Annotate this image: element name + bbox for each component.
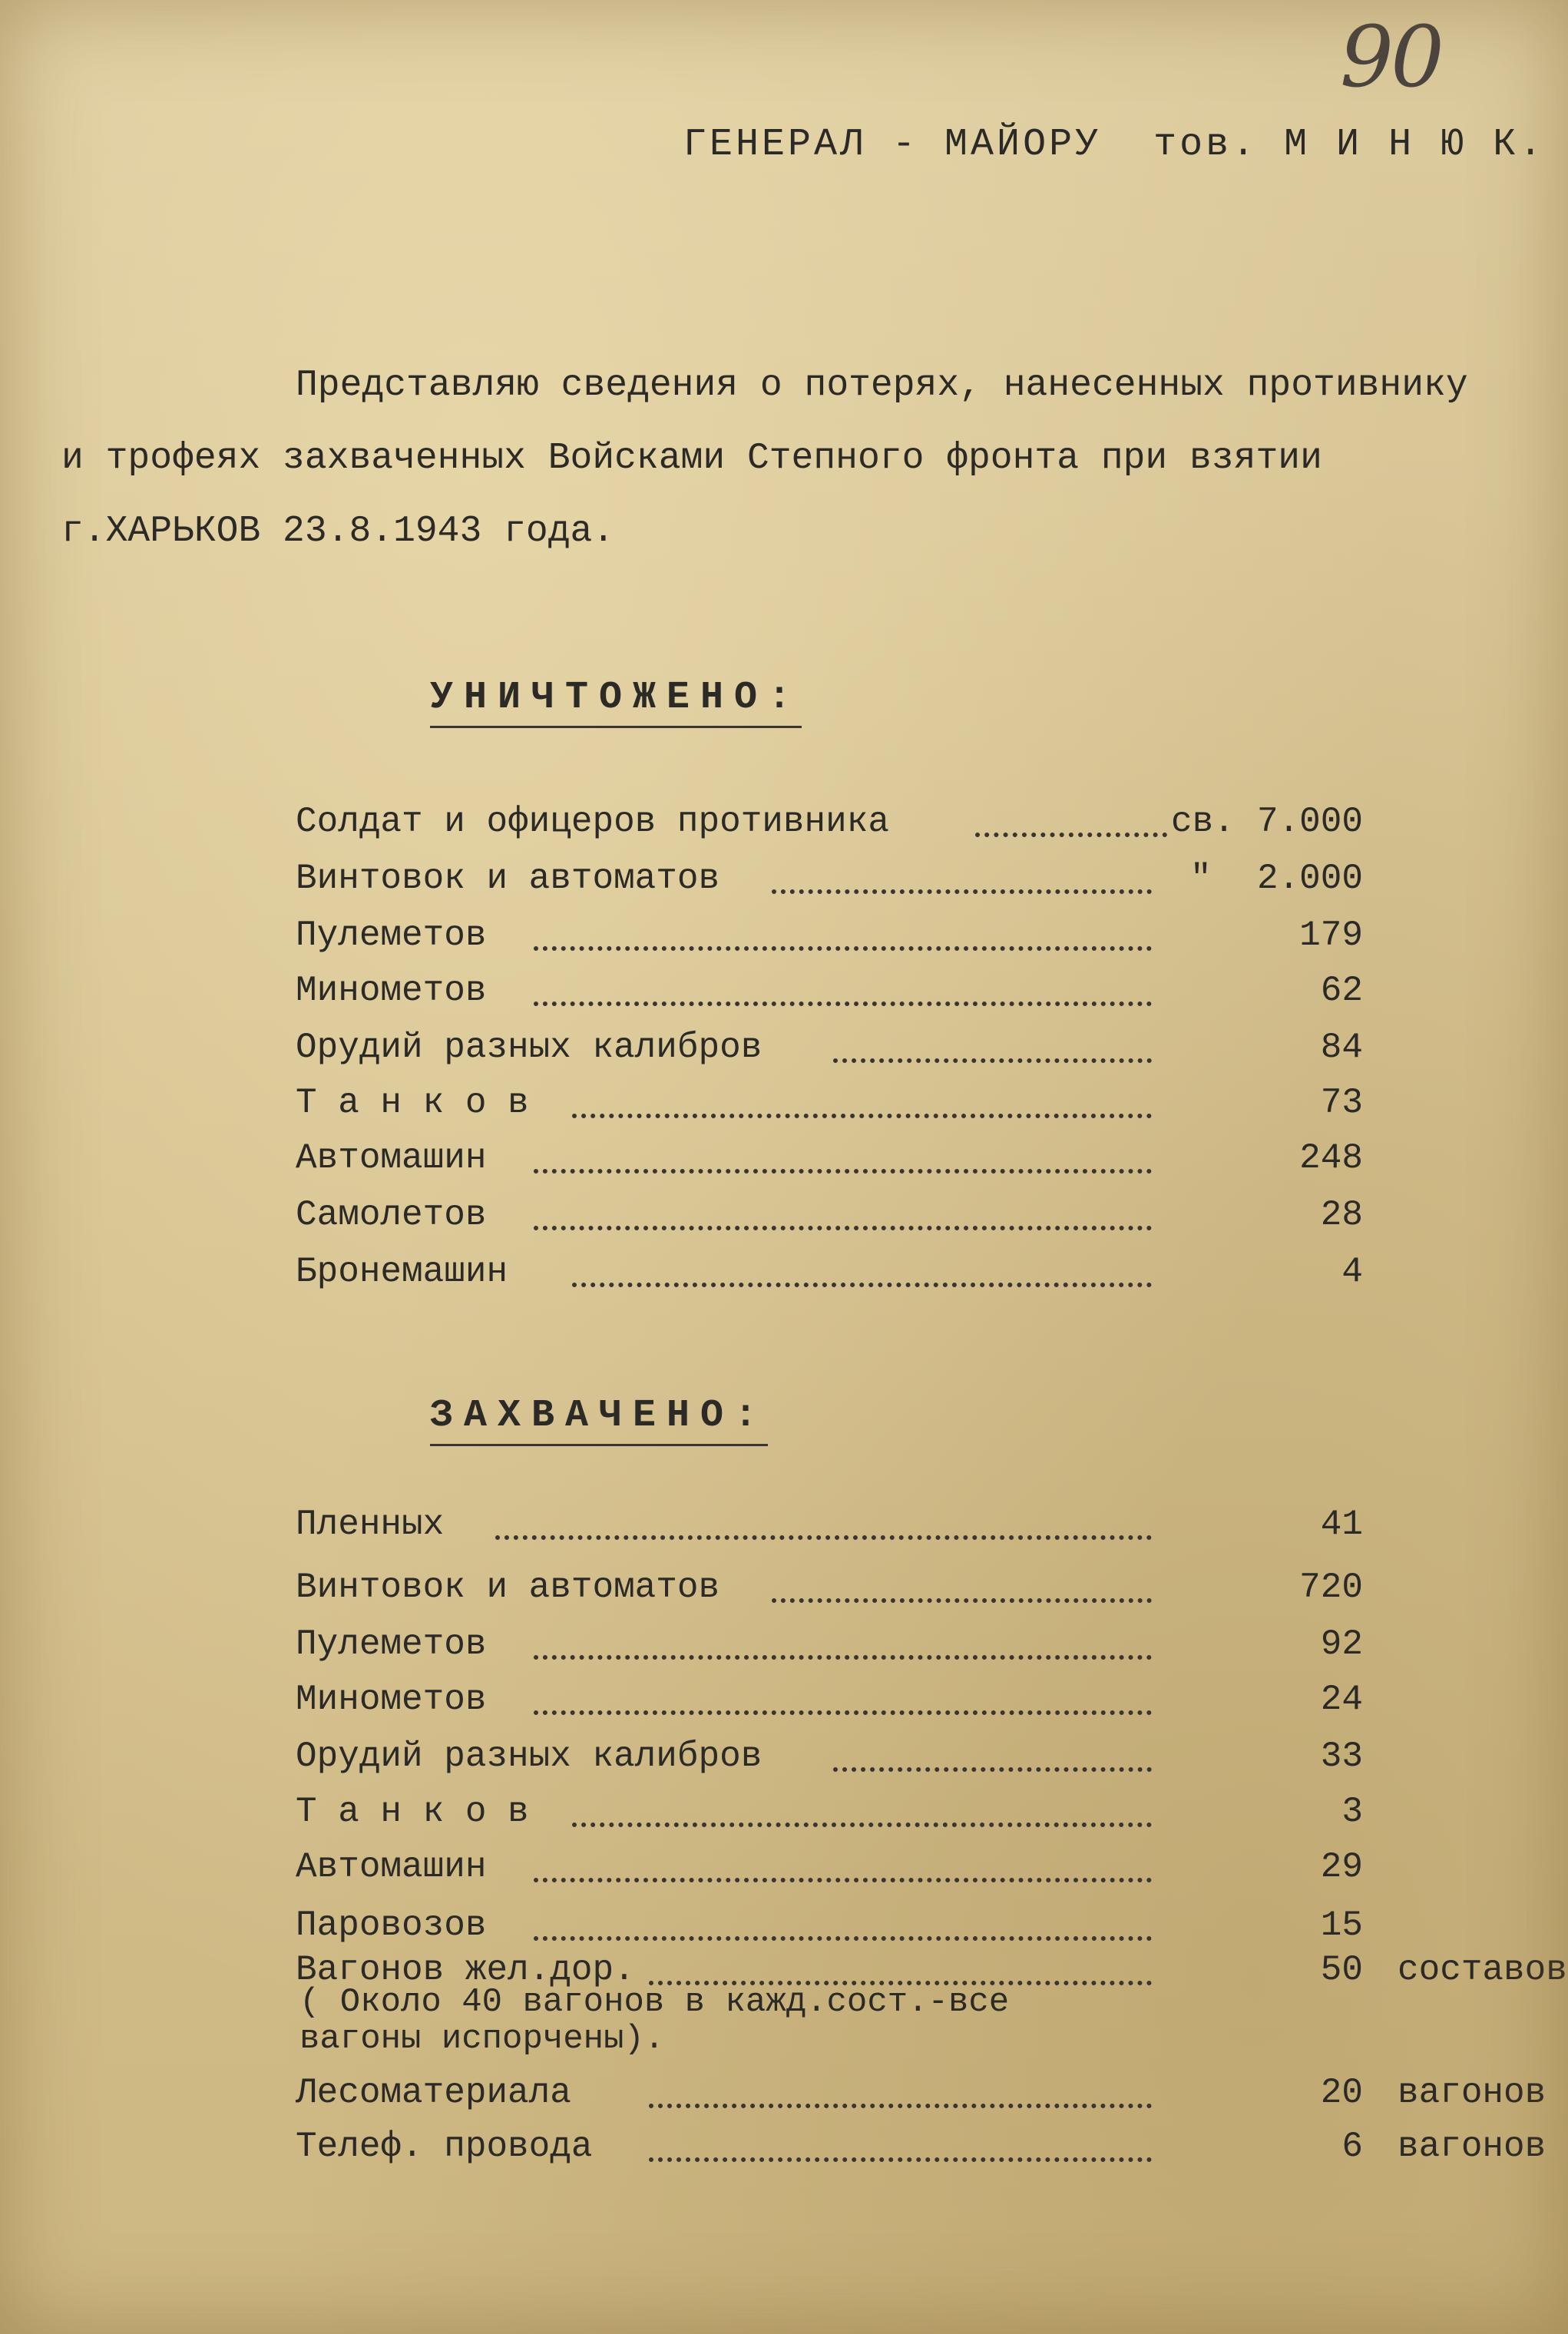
item-value: 720: [1299, 1568, 1363, 1607]
item-value: 29: [1320, 1847, 1363, 1887]
item-label: Бронемашин: [296, 1252, 508, 1292]
item-label: Минометов: [296, 971, 487, 1011]
item-qualifier: св.: [1171, 802, 1235, 842]
item-label: Вагонов жел.дор.: [296, 1950, 635, 1990]
item-value: 50: [1320, 1950, 1363, 1990]
item-value: 41: [1320, 1505, 1363, 1544]
list-item: [296, 1902, 1555, 1948]
list-item: [296, 856, 1555, 902]
item-value: 92: [1320, 1624, 1363, 1664]
dot-leader: [534, 1913, 1152, 1941]
item-value: 15: [1320, 1905, 1363, 1945]
item-value: 4: [1341, 1252, 1363, 1292]
item-label: Солдат и офицеров противника: [296, 802, 889, 842]
item-label: Автомашин: [296, 1847, 487, 1887]
destroyed-heading: УНИЧТОЖЕНО:: [430, 676, 802, 728]
item-label: Орудий разных калибров: [296, 1736, 762, 1776]
intro-line-1: Представляю сведения о потерях, нанесенных противнику: [296, 365, 1468, 406]
list-item: [296, 1844, 1555, 1890]
list-item: [296, 1564, 1555, 1611]
intro-line-2: и трофеях захваченных Войсками Степного фронта при взятии: [61, 438, 1322, 479]
wagon-note-line-2: вагоны испорчены).: [299, 2020, 665, 2058]
wagon-note: [299, 1984, 1221, 2058]
dot-leader: [572, 1260, 1152, 1287]
item-value: 179: [1299, 915, 1363, 955]
list-item: [296, 1733, 1555, 1779]
wagon-note-line-1: ( Около 40 вагонов в кажд.сост.-все: [299, 1983, 1010, 2021]
dot-leader: [534, 1687, 1152, 1715]
list-item: [296, 968, 1555, 1014]
dot-leader: [534, 923, 1152, 951]
item-value: 28: [1320, 1195, 1363, 1235]
item-value: 73: [1320, 1083, 1363, 1123]
dot-leader: [833, 1744, 1152, 1772]
item-label: Лесоматериала: [296, 2073, 571, 2113]
list-item: [296, 2124, 1555, 2170]
list-item: [296, 1677, 1555, 1723]
list-item: [296, 1192, 1555, 1238]
item-label: Орудий разных калибров: [296, 1028, 762, 1068]
list-item: [296, 1025, 1555, 1071]
dot-leader: [833, 1035, 1152, 1063]
archive-page-number: 90: [1340, 8, 1441, 106]
dot-leader: [534, 1632, 1152, 1660]
dot-leader: [649, 2134, 1152, 2162]
list-item: [296, 799, 1555, 845]
list-item: [296, 1621, 1555, 1667]
list-item: [296, 1249, 1555, 1295]
dot-leader: [534, 1203, 1152, 1230]
dot-leader: [572, 1091, 1152, 1118]
item-unit: вагонов: [1398, 2127, 1546, 2167]
addressee-line: ГЕНЕРАЛ - МАЙОРУ тов. М И Н Ю К.: [683, 123, 1546, 167]
item-value: 248: [1299, 1138, 1363, 1178]
item-label: Винтовок и автоматов: [296, 1568, 720, 1607]
dot-leader: [495, 1512, 1152, 1540]
item-value: 24: [1320, 1680, 1363, 1720]
list-item: [296, 1135, 1555, 1181]
item-label: Пленных: [296, 1505, 445, 1544]
dot-leader: [534, 1855, 1152, 1882]
item-unit: вагонов: [1398, 2073, 1546, 2113]
list-item: [296, 1501, 1555, 1548]
item-qualifier: ": [1190, 859, 1212, 899]
list-item: [296, 912, 1555, 958]
item-value: 20: [1320, 2073, 1363, 2113]
captured-heading: ЗАХВАЧЕНО:: [430, 1394, 768, 1446]
list-item: [296, 2070, 1555, 2116]
item-label: Пулеметов: [296, 915, 487, 955]
dot-leader: [649, 1958, 1152, 1985]
item-label: Самолетов: [296, 1195, 487, 1235]
dot-leader: [572, 1799, 1152, 1827]
item-label: Т а н к о в: [296, 1792, 529, 1832]
item-value: 2.000: [1256, 859, 1363, 899]
item-label: Телеф. провода: [296, 2127, 593, 2167]
dot-leader: [649, 2081, 1152, 2108]
item-label: Минометов: [296, 1680, 487, 1720]
item-value: 6: [1341, 2127, 1363, 2167]
intro-paragraph: [61, 349, 1536, 568]
dot-leader: [772, 866, 1152, 894]
item-label: Паровозов: [296, 1905, 487, 1945]
item-value: 84: [1320, 1028, 1363, 1068]
dot-leader: [534, 1146, 1152, 1174]
item-unit: составов: [1398, 1950, 1567, 1990]
dot-leader: [975, 809, 1167, 837]
dot-leader: [534, 978, 1152, 1006]
item-label: Автомашин: [296, 1138, 487, 1178]
dot-leader: [772, 1575, 1152, 1603]
item-value: 62: [1320, 971, 1363, 1011]
item-label: Т а н к о в: [296, 1083, 529, 1123]
item-value: 3: [1341, 1792, 1363, 1832]
list-item: [296, 1080, 1555, 1126]
item-label: Винтовок и автоматов: [296, 859, 720, 899]
intro-line-3: г.ХАРЬКОВ 23.8.1943 года.: [61, 511, 615, 552]
item-value: 7.000: [1256, 802, 1363, 842]
item-value: 33: [1320, 1736, 1363, 1776]
item-label: Пулеметов: [296, 1624, 487, 1664]
list-item: [296, 1789, 1555, 1835]
